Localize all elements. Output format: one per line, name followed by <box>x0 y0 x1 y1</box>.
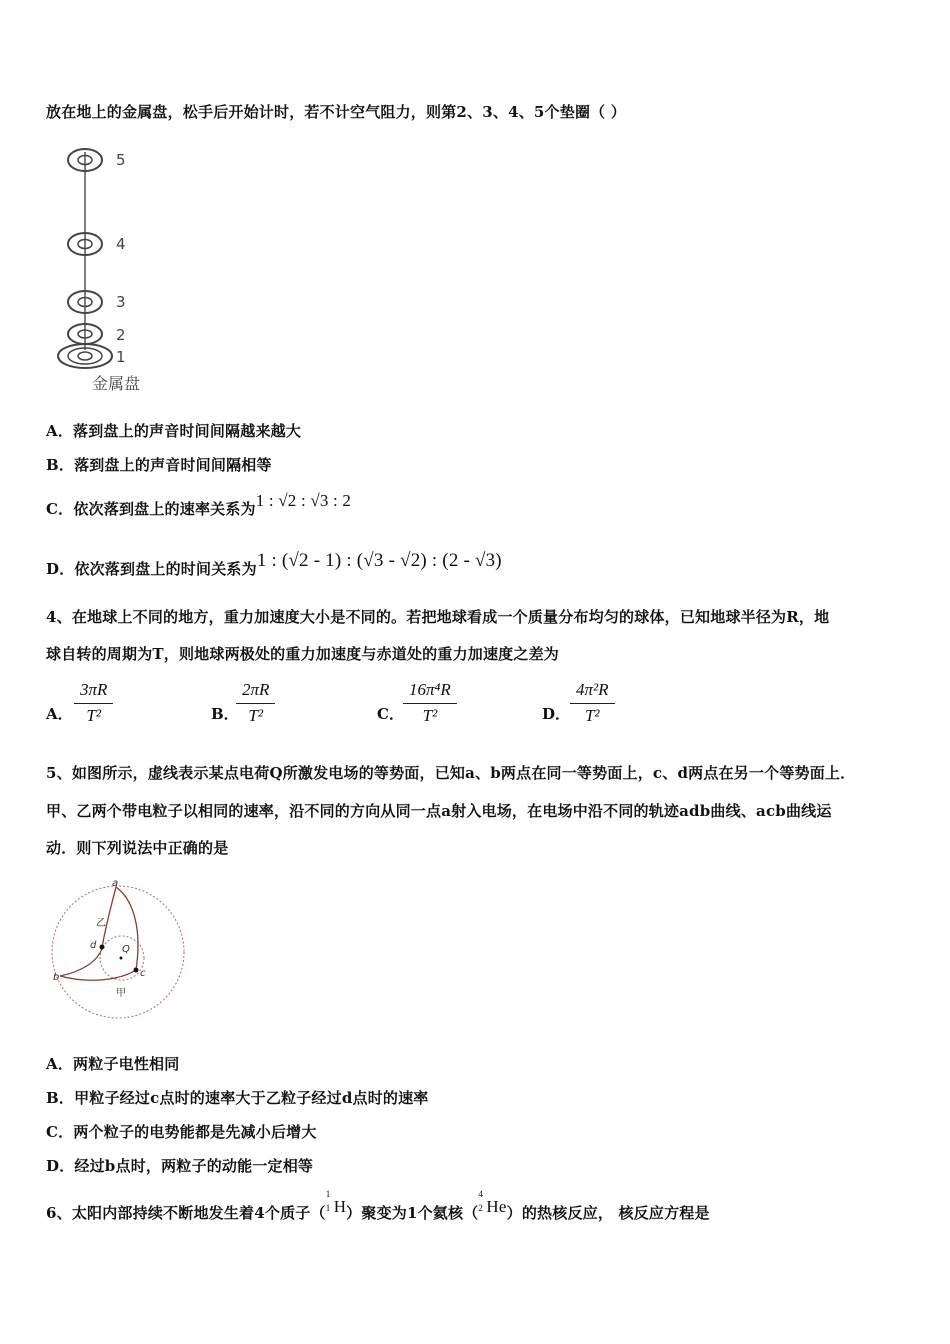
q5-option-d: D．经过b点时，两粒子的动能一定相等 <box>46 1157 314 1175</box>
label-c: c <box>140 968 146 979</box>
metal-plate <box>58 344 112 368</box>
option-c-formula: 1 : √2 : √3 : 2 <box>255 491 352 510</box>
option-c <box>46 491 352 519</box>
point-d-dot <box>100 945 105 950</box>
point-c-dot <box>134 968 139 973</box>
q4-option-d-label: D． <box>542 705 571 723</box>
q4-option-c-numerator: 16π⁴R <box>403 680 457 704</box>
option-d <box>46 550 502 580</box>
q4-option-a-label: A． <box>46 705 73 723</box>
q4-option-c-denominator: T² <box>422 706 438 725</box>
q6-text-part-1: 6、太阳内部持续不断地发生着4个质子（ <box>46 1204 326 1222</box>
label-yi: 乙 <box>96 918 106 929</box>
q4-option-b-fraction <box>236 680 275 726</box>
electric-field-figure <box>50 880 200 1020</box>
q4-stem-line-2: 球自转的周期为T，则地球两极处的重力加速度与赤道处的重力加速度之差为 <box>46 645 559 663</box>
ring-label-2: 2 <box>116 326 126 344</box>
q6-text-part-3: ）的热核反应， 核反应方程是 <box>506 1204 710 1222</box>
trajectory-adb <box>60 887 116 976</box>
q4-stem-line-1: 4、在地球上不同的地方，重力加速度大小是不同的。若把地球看成一个质量分布均匀的球体，已知地球半径为R，地 <box>46 608 830 626</box>
q6-text-part-2: ）聚变为1个氦核（ <box>346 1204 479 1222</box>
q5-option-a: A．两粒子电性相同 <box>46 1055 180 1073</box>
helium-nuclide <box>478 1189 507 1217</box>
label-b: b <box>53 972 60 983</box>
proton-atomic-number: 1 <box>325 1203 331 1213</box>
label-a: a <box>112 880 119 889</box>
charge-q-dot <box>120 957 123 960</box>
q4-option-d-fraction <box>570 680 615 726</box>
helium-atomic-number: 2 <box>478 1203 484 1213</box>
option-a: A．落到盘上的声音时间间隔越来越大 <box>46 422 302 440</box>
metal-plate-caption: 金属盘 <box>92 374 141 392</box>
q4-option-d-numerator: 4π²R <box>570 680 615 704</box>
q5-stem-line-3: 动．则下列说法中正确的是 <box>46 839 229 857</box>
trajectory-acb <box>60 887 138 980</box>
q4-option-a-denominator: T² <box>86 706 101 725</box>
label-d: d <box>90 940 97 951</box>
q5-stem-line-1: 5、如图所示，虚线表示某点电荷Q所激发电场的等势面，已知a、b两点在同一等势面上，c、d两点在另一个等势面上． <box>46 764 856 782</box>
proton-symbol: H <box>333 1197 347 1216</box>
q4-option-d-denominator: T² <box>584 706 600 725</box>
ring-label-3: 3 <box>116 293 126 311</box>
q4-option-a-fraction <box>74 680 113 726</box>
label-jia: 甲 <box>116 988 126 999</box>
q5-option-c: C．两个粒子的电势能都是先减小后增大 <box>46 1123 317 1141</box>
helium-symbol: He <box>486 1197 507 1216</box>
q4-option-c-fraction <box>403 680 457 726</box>
label-q: Q <box>122 944 130 955</box>
helium-mass-number: 4 <box>478 1189 484 1199</box>
q5-stem-line-2: 甲、乙两个带电粒子以相同的速率，沿不同的方向从同一点a射入电场，在电场中沿不同的轨迹adb曲线、acb曲线运 <box>46 802 832 820</box>
q4-option-b-numerator: 2πR <box>236 680 275 704</box>
ring-label-4: 4 <box>116 235 126 253</box>
ring-label-5: 5 <box>116 151 126 169</box>
option-d-text: D．依次落到盘上的时间关系为 <box>46 560 257 578</box>
proton-mass-number: 1 <box>325 1189 331 1199</box>
q5-option-b: B．甲粒子经过c点时的速率大于乙粒子经过d点时的速率 <box>46 1089 429 1107</box>
ring-label-1: 1 <box>116 348 126 366</box>
q4-option-b-denominator: T² <box>248 706 263 725</box>
q4-option-c-label: C． <box>377 705 404 723</box>
option-d-formula: 1 : (√2 - 1) : (√3 - √2) : (2 - √3) <box>256 550 502 571</box>
option-c-text: C．依次落到盘上的速率关系为 <box>46 500 256 518</box>
q4-option-b-label: B． <box>211 705 239 723</box>
washer-string-figure <box>46 142 176 392</box>
question-stem-line: 放在地上的金属盘，松手后开始计时，若不计空气阻力，则第2、3、4、5个垫圈（ ） <box>46 103 626 121</box>
q4-option-a-numerator: 3πR <box>74 680 113 704</box>
proton-nuclide <box>325 1189 347 1217</box>
q6-stem-line <box>46 1189 710 1223</box>
option-b: B．落到盘上的声音时间间隔相等 <box>46 456 272 474</box>
